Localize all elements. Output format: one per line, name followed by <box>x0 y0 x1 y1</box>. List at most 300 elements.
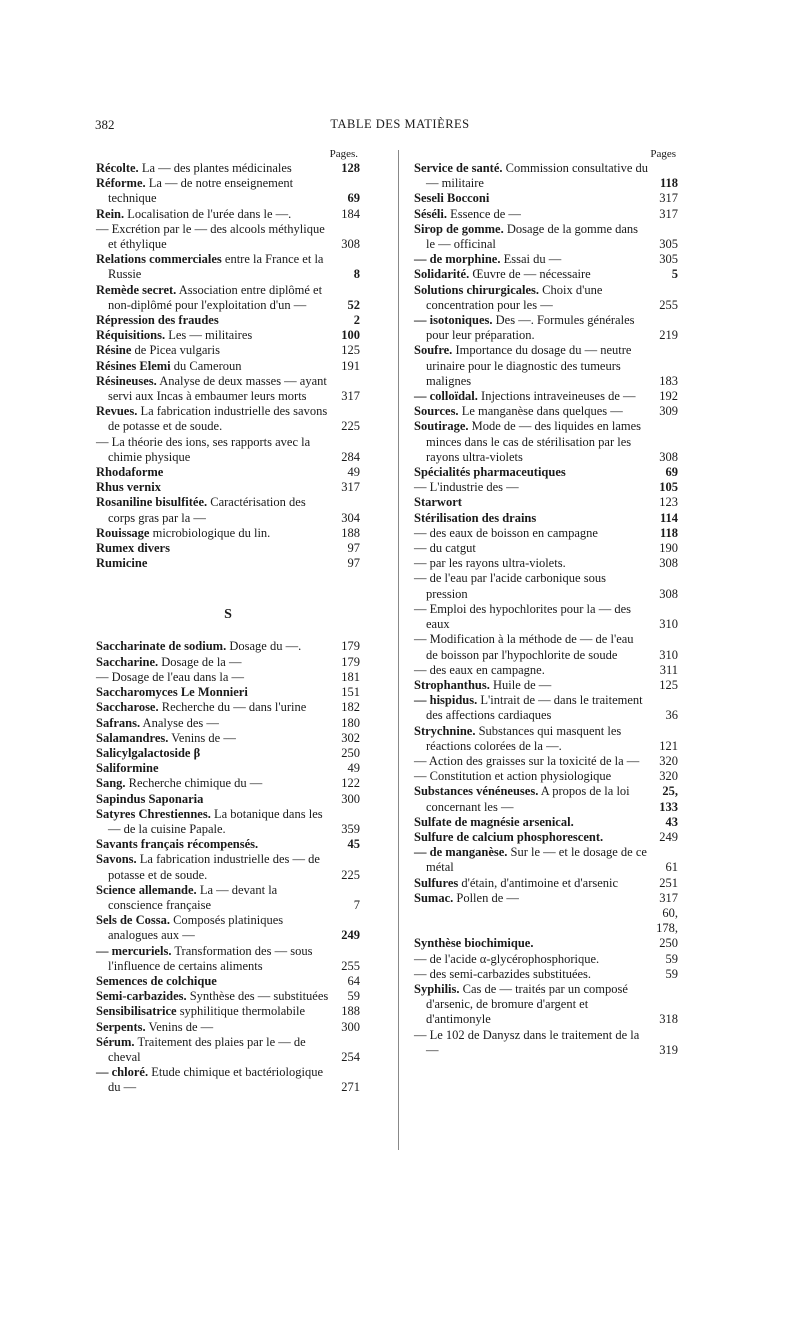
entry-heading: Saliformine <box>96 761 159 776</box>
index-entry <box>96 913 360 943</box>
entry-page-number: 122 <box>341 776 360 791</box>
entry-heading: Sumac. <box>414 890 454 905</box>
entry-page-number: 69 <box>665 465 678 480</box>
entry-page-number: 309 <box>659 404 678 419</box>
entry-page-number: 302 <box>341 730 360 745</box>
entry-text <box>414 313 648 343</box>
index-entry <box>414 982 678 1028</box>
index-entry <box>96 1065 360 1095</box>
entry-text <box>414 784 648 814</box>
entry-page-number: 188 <box>341 1004 360 1019</box>
entry-page-number: 271 <box>341 1080 360 1095</box>
entry-text <box>96 176 330 206</box>
entry-text <box>96 807 330 837</box>
entry-text <box>414 724 648 754</box>
entry-text <box>414 663 648 678</box>
index-entry <box>96 526 360 541</box>
entry-page-number: 60, 178, 250 <box>656 905 678 951</box>
entry-text <box>96 731 330 746</box>
entry-page-number: 100 <box>341 328 360 343</box>
entry-text <box>96 989 330 1004</box>
entry-heading: Serpents. <box>96 1019 146 1034</box>
entry-heading: Science allemande. <box>96 882 197 897</box>
entry-text <box>96 974 330 989</box>
entry-description: microbiologique du lin. <box>149 525 271 540</box>
entry-text <box>96 480 330 495</box>
index-entry <box>96 480 360 495</box>
page-header <box>0 117 800 137</box>
entry-page-number: 179 <box>341 654 360 669</box>
index-entry <box>414 754 678 769</box>
index-entry <box>414 632 678 662</box>
index-entry <box>414 663 678 678</box>
entry-description: — Le 102 de Danysz dans le traitement de la — <box>414 1027 640 1057</box>
entry-page-number: 249 <box>659 829 678 844</box>
index-entry <box>414 1028 678 1058</box>
index-entry <box>414 678 678 693</box>
entry-description: A propos de la loi concernant les — <box>426 784 630 814</box>
index-entry <box>96 716 360 731</box>
entry-description: — du catgut <box>414 541 476 556</box>
index-entry <box>414 252 678 267</box>
entry-description: Transformation des — sous l'influence de certains aliments <box>108 943 313 973</box>
entry-heading: — de manganèse. <box>414 845 508 860</box>
entry-heading: Sulfure de calcium phosphorescent. <box>414 829 604 844</box>
entry-heading: Safrans. <box>96 715 141 730</box>
entry-text <box>96 328 330 343</box>
entry-heading: Rhus vernix <box>96 480 161 495</box>
entry-description: — Modification à la méthode de — de l'eau de boisson par l'hypochlorite de soude <box>414 632 634 662</box>
entry-text <box>414 602 648 632</box>
entry-page-number: 59 <box>665 966 678 981</box>
entry-heading: Résineuses. <box>96 373 157 388</box>
entry-heading: Réquisitions. <box>96 328 166 343</box>
entry-heading: Rumicine <box>96 556 148 571</box>
entry-page-number: 190 <box>659 541 678 556</box>
entry-text <box>414 495 648 510</box>
entry-page-number: 225 <box>341 867 360 882</box>
entry-heading: Rhodaforme <box>96 465 164 480</box>
entry-text <box>96 1004 330 1019</box>
entry-page-number: 43 <box>665 814 678 829</box>
index-entry <box>414 541 678 556</box>
entry-text <box>414 389 648 404</box>
index-entry <box>96 1020 360 1035</box>
entry-text <box>414 876 648 891</box>
index-entry <box>96 541 360 556</box>
entry-page-number: 255 <box>341 958 360 973</box>
entry-page-number: 317 <box>659 206 678 221</box>
entry-description: Dosage de la — <box>158 654 242 669</box>
entry-text <box>96 556 330 571</box>
entry-page-number: 182 <box>341 700 360 715</box>
index-entry <box>414 161 678 191</box>
entry-page-number: 97 <box>347 556 360 571</box>
entry-heading: Remède secret. <box>96 282 177 297</box>
index-entry <box>414 313 678 343</box>
entry-description: La botanique dans les — de la cuisine Papale. <box>108 806 323 836</box>
entry-heading: Saccharose. <box>96 700 159 715</box>
index-entry <box>414 784 678 814</box>
entry-text <box>414 891 648 906</box>
entry-description: La fabrication industrielle des — de potasse et de soude. <box>108 852 320 882</box>
entry-page-number: 308 <box>659 449 678 464</box>
index-entry <box>96 161 360 176</box>
entry-page-number: 310 <box>659 617 678 632</box>
entry-description: La — devant la conscience française <box>108 882 278 912</box>
entry-description: Essai du — <box>500 252 562 267</box>
entry-description: — Emploi des hypochlorites pour la — des eaux <box>414 601 631 632</box>
entry-description: — L'industrie des — <box>414 480 519 495</box>
entry-description: — La théorie des ions, ses rapports avec la chimie physique <box>96 434 311 464</box>
index-entry <box>414 556 678 571</box>
entry-heading: Stérilisation des drains <box>414 510 537 525</box>
entry-page-number: 5 <box>671 267 678 282</box>
entry-description: L'intrait de — dans le traitement des affections cardiaques <box>426 693 643 723</box>
index-entry <box>414 526 678 541</box>
entry-text <box>96 746 330 761</box>
pages-label: Pages. <box>329 148 358 160</box>
entry-text <box>96 761 330 776</box>
index-entry <box>96 222 360 252</box>
entry-text <box>96 685 330 700</box>
entry-text <box>96 222 330 252</box>
column-divider <box>398 150 399 1150</box>
entry-page-number: 151 <box>341 685 360 700</box>
index-entry <box>414 952 678 967</box>
index-entry <box>414 876 678 891</box>
entry-page-number: 125 <box>659 677 678 692</box>
entry-page-number: 251 <box>659 875 678 890</box>
entry-description: — des eaux en campagne. <box>414 662 545 677</box>
entry-page-number: 188 <box>341 525 360 540</box>
right-column <box>414 147 678 1058</box>
index-entry <box>414 465 678 480</box>
entry-text <box>96 283 330 313</box>
index-entry <box>96 655 360 670</box>
entry-description: Etude chimique et bactériologique du — <box>108 1065 324 1095</box>
entry-page-number: 250 <box>341 745 360 760</box>
entry-heading: Strychnine. <box>414 723 476 738</box>
entry-description: syphilitique thermolabile <box>176 1004 306 1019</box>
entry-description: Association entre diplômé et non-diplômé pour l'exploitation d'un — <box>108 282 323 312</box>
entry-page-number: 317 <box>341 389 360 404</box>
entry-text <box>414 632 648 662</box>
entry-text <box>414 845 648 875</box>
index-entry <box>414 815 678 830</box>
index-entry <box>96 343 360 358</box>
entry-heading: Service de santé. <box>414 161 503 175</box>
entry-text <box>96 655 330 670</box>
entry-page-number: 2 <box>353 313 360 328</box>
entries-s-left <box>96 639 360 1095</box>
entry-page-number: 8 <box>353 267 360 282</box>
entry-text <box>414 480 648 495</box>
entry-heading: Sources. <box>414 404 459 419</box>
entry-text <box>414 556 648 571</box>
entry-description: — Excrétion par le — des alcools méthylique et éthylique <box>96 221 325 252</box>
entry-heading: Sulfures <box>414 875 459 890</box>
entry-heading: Sensibilisatrice <box>96 1004 177 1019</box>
entry-heading: Semences de colchique <box>96 973 217 988</box>
index-entry <box>96 435 360 465</box>
entry-page-number: 284 <box>341 449 360 464</box>
entry-description: La — de notre enseignement technique <box>108 176 294 206</box>
entry-description: Traitement des plaies par le — de cheval <box>108 1034 306 1064</box>
entry-page-number: 249 <box>341 928 360 943</box>
entry-page-number: 317 <box>659 890 678 905</box>
entry-text <box>96 404 330 434</box>
index-entry <box>414 222 678 252</box>
entry-text <box>414 465 648 480</box>
index-entry <box>414 967 678 982</box>
entry-heading: Résines Elemi <box>96 358 171 373</box>
entry-page-number: 49 <box>347 465 360 480</box>
entry-description: du Cameroun <box>170 358 242 373</box>
entry-text <box>414 511 648 526</box>
entry-page-number: 52 <box>347 297 360 312</box>
entry-text <box>96 435 330 465</box>
entry-heading: Répression des fraudes <box>96 313 219 328</box>
entry-heading: Spécialités pharmaceutiques <box>414 465 566 480</box>
entry-text <box>96 252 330 282</box>
entry-description: — des semi-carbazides substituées. <box>414 966 592 981</box>
entry-description: Mode de — des liquides en lames minces dans le cas de stérilisation par les rayons ultra-violets <box>426 419 642 464</box>
index-entry <box>414 389 678 404</box>
entry-page-number: 300 <box>341 791 360 806</box>
entry-text <box>414 815 648 830</box>
index-entry <box>96 1004 360 1019</box>
entry-text <box>96 495 330 525</box>
entry-description: — Dosage de l'eau dans la — <box>96 669 245 684</box>
entry-description: — de l'acide α-glycérophosphorique. <box>414 951 600 966</box>
entry-heading: Salamandres. <box>96 730 169 745</box>
index-entry <box>96 283 360 313</box>
entry-description: Synthèse des — substituées <box>186 989 329 1004</box>
entry-heading: Syphilis. <box>414 981 460 996</box>
entry-text <box>96 837 330 852</box>
index-entry <box>414 191 678 206</box>
entry-text <box>414 343 648 389</box>
entry-page-number: 64 <box>347 973 360 988</box>
entry-text <box>96 700 330 715</box>
index-entry <box>414 480 678 495</box>
entry-page-number: 254 <box>341 1049 360 1064</box>
page-title: TABLE DES MATIÈRES <box>330 117 470 131</box>
entry-page-number: 69 <box>347 191 360 206</box>
entry-heading: — colloïdal. <box>414 389 478 404</box>
entry-page-number: 191 <box>341 358 360 373</box>
index-entry <box>96 495 360 525</box>
entry-page-number: 305 <box>659 237 678 252</box>
entry-description: Les — militaires <box>165 328 253 343</box>
entry-description: de Picea vulgaris <box>131 343 220 358</box>
entry-page-number: 310 <box>659 647 678 662</box>
index-entry <box>96 359 360 374</box>
index-entry <box>96 1035 360 1065</box>
entries-r <box>96 161 360 571</box>
entry-page-number: 319 <box>659 1042 678 1057</box>
entry-heading: Solidarité. <box>414 267 470 282</box>
entry-heading: Relations commerciales <box>96 252 222 267</box>
entry-page-number: 320 <box>659 753 678 768</box>
entry-text <box>96 913 330 943</box>
entry-description: Venins de — <box>145 1019 214 1034</box>
index-entry <box>414 511 678 526</box>
entry-description: Analyse des — <box>140 715 219 730</box>
entry-page-number: 179 <box>341 639 360 654</box>
entry-description: Sur le — et le dosage de ce métal <box>426 845 647 875</box>
section-heading: S <box>224 607 232 623</box>
entry-heading: Soufre. <box>414 343 453 358</box>
entry-page-number: 300 <box>341 1019 360 1034</box>
entry-heading: — hispidus. <box>414 693 478 708</box>
index-entry <box>414 602 678 632</box>
entry-description: Venins de — <box>168 730 236 745</box>
index-entry <box>414 207 678 222</box>
entry-description: Recherche chimique du — <box>125 776 263 791</box>
entry-heading: Substances vénéneuses. <box>414 784 539 799</box>
entry-page-number: 118 <box>659 525 678 540</box>
entry-heading: Séséli. <box>414 206 447 221</box>
entry-description: Dosage de la gomme dans le — officinal <box>426 221 639 252</box>
index-entry <box>414 419 678 465</box>
entry-page-number: 308 <box>659 586 678 601</box>
index-entry <box>96 746 360 761</box>
index-entry <box>414 891 678 906</box>
entry-text <box>414 952 648 967</box>
index-entry <box>414 845 678 875</box>
entry-heading: Synthèse biochimique. <box>414 936 534 951</box>
entry-description: Localisation de l'urée dans le —. <box>124 206 292 221</box>
entry-text <box>414 678 648 693</box>
entry-description: entre la France et la Russie <box>108 252 324 282</box>
entry-page-number: 317 <box>341 480 360 495</box>
entry-text <box>96 374 330 404</box>
entry-text <box>96 207 330 222</box>
index-entry <box>96 731 360 746</box>
entry-heading: — isotoniques. <box>414 313 493 328</box>
entry-description: d'étain, d'antimoine et d'arsenic <box>458 875 619 890</box>
entry-text <box>96 465 330 480</box>
entry-heading: Sang. <box>96 776 126 791</box>
entry-description: Pollen de — <box>453 890 519 905</box>
entry-heading: Saccharinate de sodium. <box>96 639 227 654</box>
entry-text <box>96 313 330 328</box>
index-entry <box>96 761 360 776</box>
entry-text <box>414 267 648 282</box>
entry-page-number: 318 <box>659 1012 678 1027</box>
index-entry <box>414 283 678 313</box>
entry-page-number: 305 <box>659 252 678 267</box>
entry-description: La fabrication industrielle des savons de potasse et de soude. <box>108 404 328 434</box>
entry-page-number: 184 <box>341 206 360 221</box>
entry-description: Injections intraveineuses de — <box>477 389 636 404</box>
entry-text <box>96 541 330 556</box>
entry-text <box>96 1020 330 1035</box>
entry-heading: Rouissage <box>96 525 150 540</box>
entry-description: La — des plantes médicinales <box>138 161 292 175</box>
index-entry <box>96 989 360 1004</box>
index-entry <box>96 313 360 328</box>
index-entry <box>414 404 678 419</box>
entry-page-number: 320 <box>659 769 678 784</box>
entry-heading: Revues. <box>96 404 138 419</box>
entry-text <box>414 526 648 541</box>
index-entry <box>96 207 360 222</box>
entry-heading: Sirop de gomme. <box>414 221 504 236</box>
entry-page-number: 59 <box>347 989 360 1004</box>
entry-text <box>96 716 330 731</box>
entry-page-number: 311 <box>659 662 678 677</box>
index-entry <box>96 252 360 282</box>
entry-text <box>96 944 330 974</box>
entry-page-number: 59 <box>665 951 678 966</box>
entry-page-number: 359 <box>341 821 360 836</box>
entry-page-number: 181 <box>341 669 360 684</box>
entry-heading: — chloré. <box>96 1065 149 1080</box>
index-entry <box>96 700 360 715</box>
entry-page-number: 121 <box>659 738 678 753</box>
left-column <box>96 147 360 1096</box>
entry-heading: Starwort <box>414 495 462 510</box>
entry-heading: Saccharine. <box>96 654 159 669</box>
entry-text <box>96 883 330 913</box>
entry-page-number: 192 <box>659 389 678 404</box>
index-entry <box>96 776 360 791</box>
index-entry <box>96 792 360 807</box>
index-entry <box>414 571 678 601</box>
index-entry <box>414 830 678 845</box>
index-entry <box>414 724 678 754</box>
entry-text <box>414 191 648 206</box>
entry-description: Importance du dosage du — neutre urinaire pour le diagnostic des tumeurs malignes <box>426 343 632 388</box>
entry-heading: Semi-carbazides. <box>96 989 187 1004</box>
entry-description: Commission consultative du — militaire <box>426 161 649 191</box>
entry-page-number: 7 <box>353 897 360 912</box>
entry-text <box>414 982 648 1028</box>
entry-description: — Action des graisses sur la toxicité de la — <box>414 753 640 768</box>
entry-description: Substances qui masquent les réactions colorées de la —. <box>426 723 622 753</box>
entry-page-number: 36 <box>665 708 678 723</box>
index-entry <box>96 685 360 700</box>
entry-heading: Savants français récompensés. <box>96 837 259 852</box>
entry-description: Le manganèse dans quelques — <box>458 404 623 419</box>
index-entry <box>96 556 360 571</box>
entry-text <box>96 670 330 685</box>
entry-heading: Strophanthus. <box>414 677 490 692</box>
index-entry <box>414 267 678 282</box>
index-entry <box>96 837 360 852</box>
entry-text <box>96 343 330 358</box>
entry-heading: — mercuriels. <box>96 943 172 958</box>
entry-description: Huile de — <box>489 677 552 692</box>
entry-page-number: 97 <box>347 541 360 556</box>
entry-text <box>414 693 648 723</box>
entry-heading: Résine <box>96 343 132 358</box>
entry-page-number: 49 <box>347 761 360 776</box>
entry-text <box>414 571 648 601</box>
index-entry <box>96 328 360 343</box>
entry-text <box>96 776 330 791</box>
entry-description: — Constitution et action physiologique <box>414 769 612 784</box>
entry-page-number: 125 <box>341 343 360 358</box>
entry-text <box>414 541 648 556</box>
entry-text <box>414 830 648 845</box>
entry-page-number: 25, 133 <box>659 784 678 814</box>
entry-text <box>96 161 330 176</box>
index-entry <box>96 883 360 913</box>
